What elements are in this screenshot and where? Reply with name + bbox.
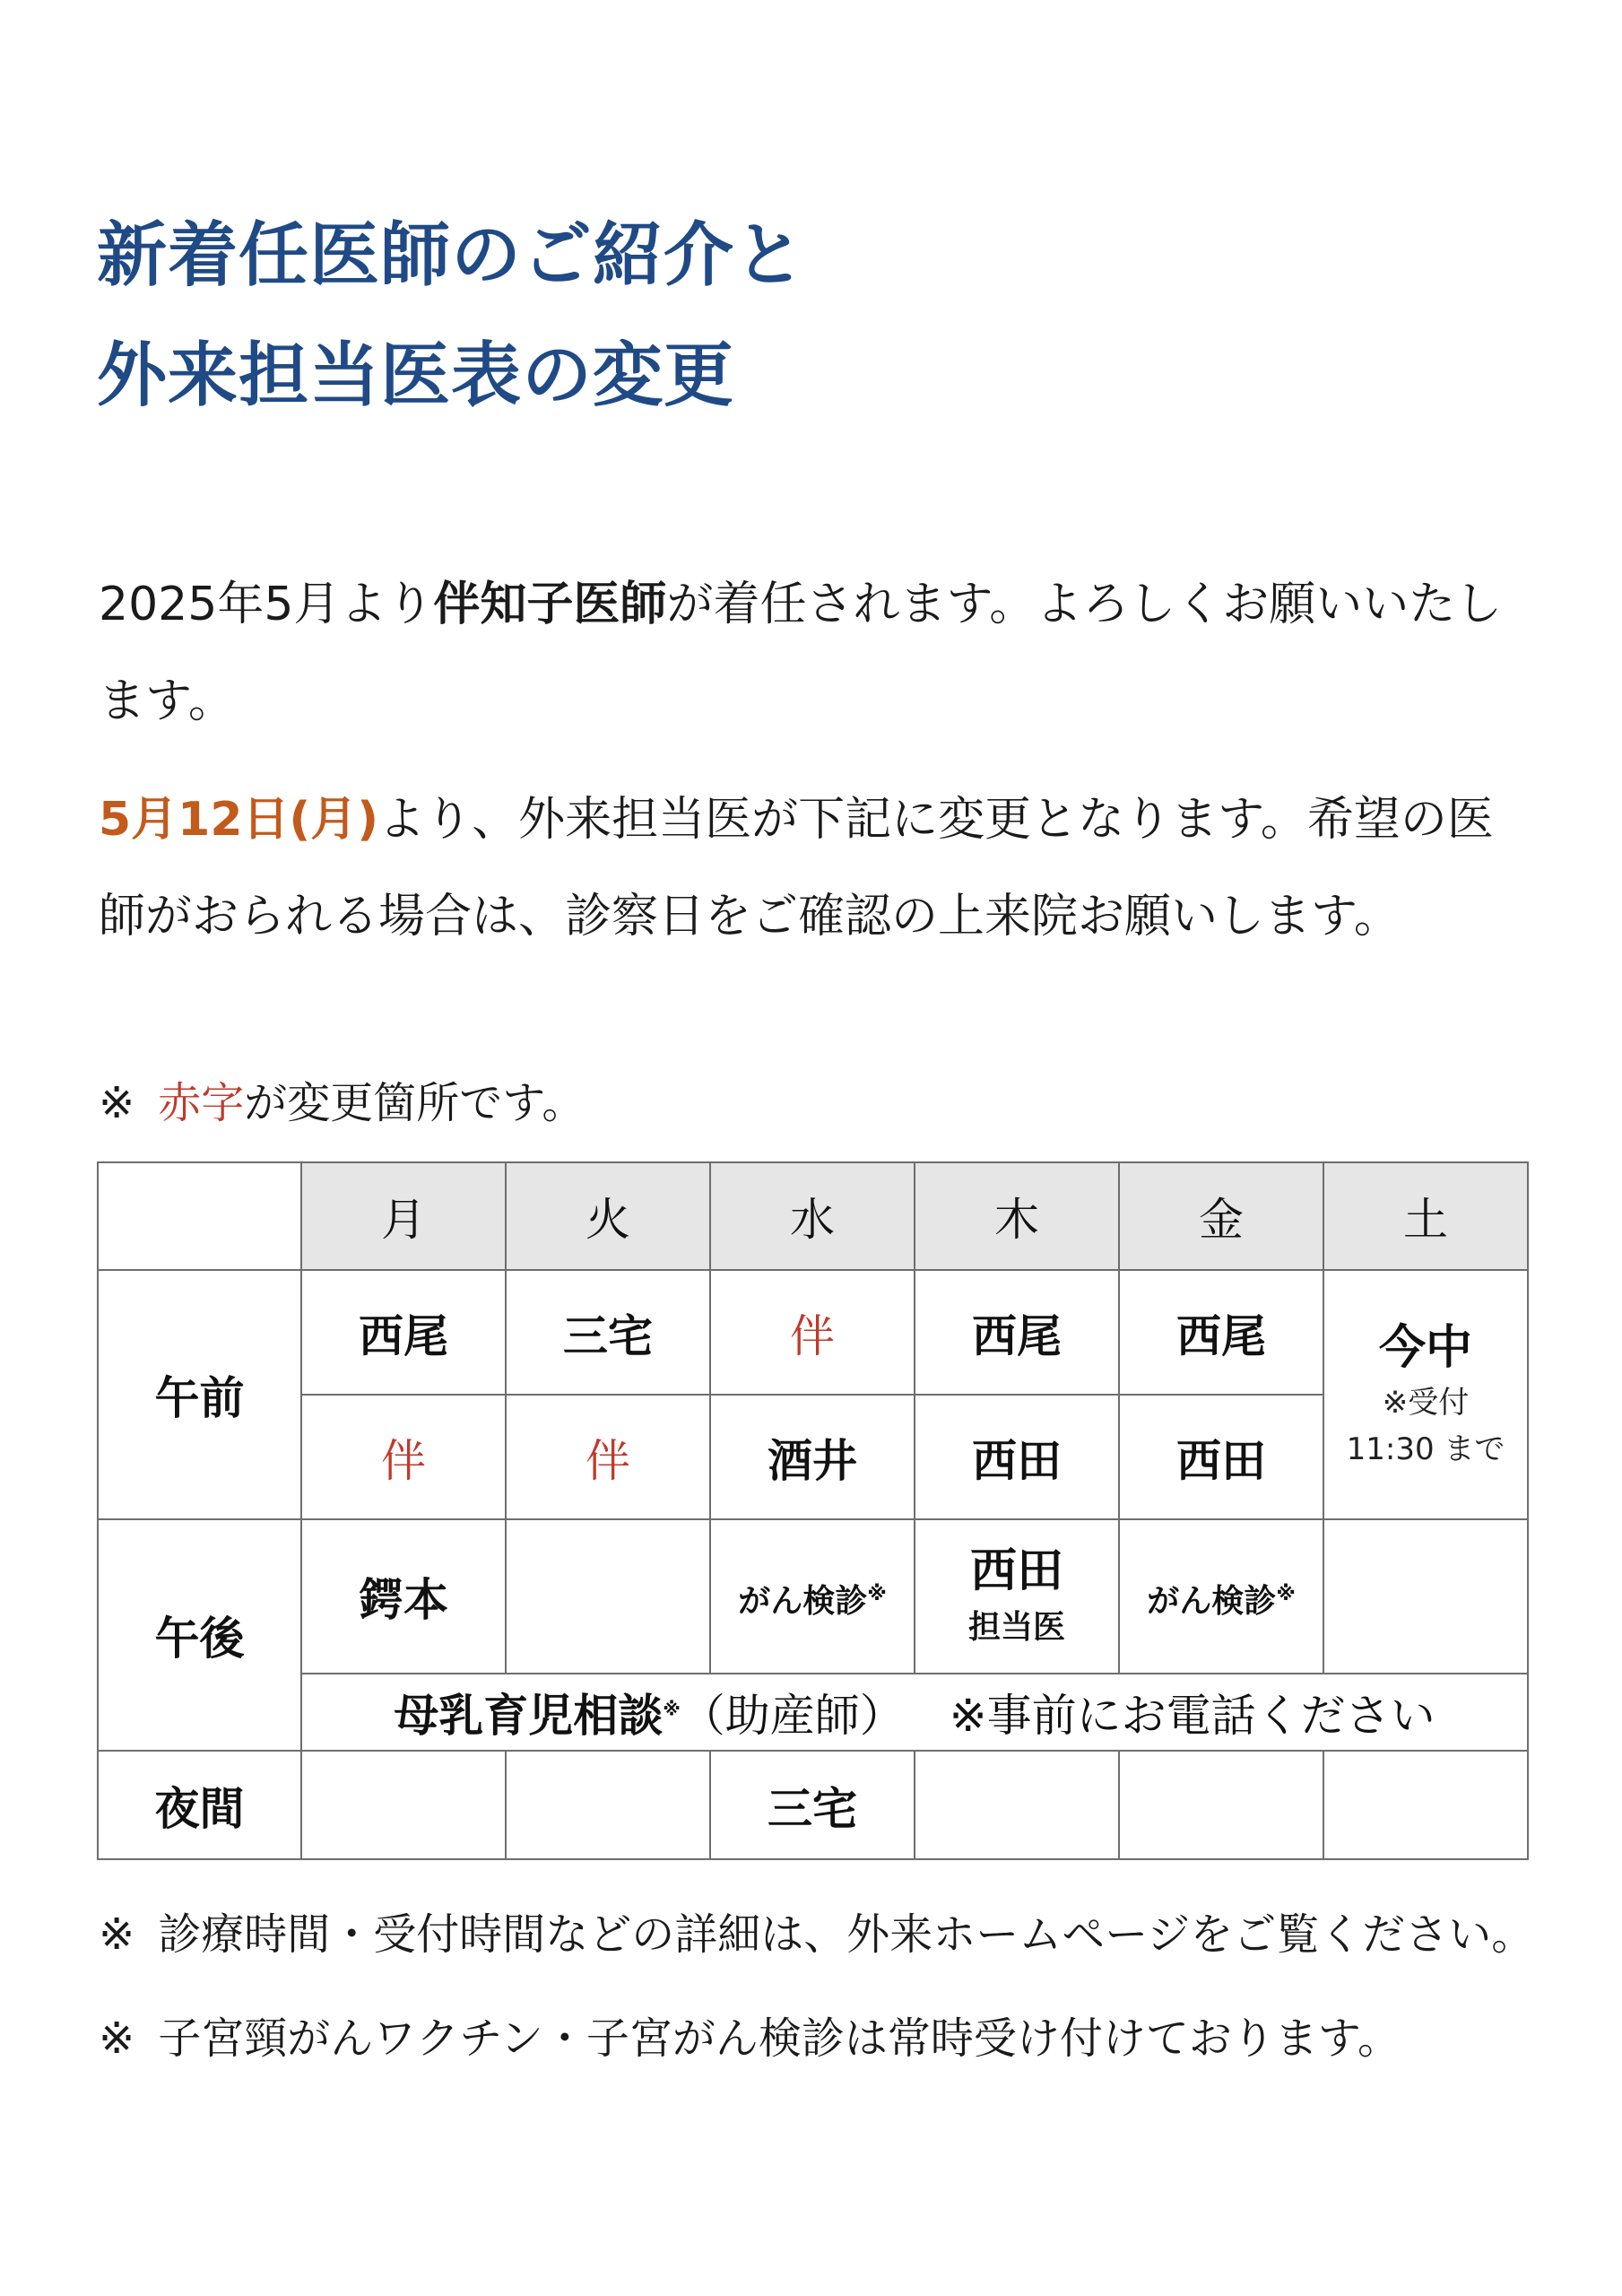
cancer-screening-label: がん検診 — [1147, 1583, 1277, 1620]
note-mark: ※ — [99, 2013, 135, 2064]
table-row — [98, 1674, 1528, 1751]
day-header: 土 — [1323, 1162, 1528, 1270]
consult-role: （助産師） — [680, 1690, 905, 1742]
intro-suffix: が着任されます。よろしくお願いいたします。 — [99, 578, 1503, 728]
title-line-2: 外来担当医表の変更 — [97, 335, 735, 416]
table-row — [98, 1270, 1528, 1395]
legend-note — [99, 1076, 585, 1130]
doctor-cell: 西田 — [1119, 1395, 1323, 1519]
new-doctor-name: 伴知子医師 — [433, 578, 667, 631]
doctor-cell: 三宅 — [710, 1751, 915, 1859]
saturday-am-cell — [1323, 1270, 1528, 1519]
footnote-text: 診療時間・受付時間などの詳細は、外来ホームページをご覧ください。 — [158, 1909, 1535, 1960]
title-line-1: 新着任医師のご紹介と — [97, 215, 806, 296]
legend-red-word: 赤字 — [158, 1078, 245, 1128]
attending-label: 担当医 — [967, 1609, 1065, 1646]
empty-cell — [506, 1519, 710, 1674]
thursday-pm-cell — [915, 1519, 1119, 1674]
footnote-2 — [99, 2012, 1401, 2066]
cancer-screening-cell — [1119, 1519, 1323, 1674]
saturday-doctor: 今中 — [1378, 1321, 1472, 1375]
empty-cell — [506, 1751, 710, 1859]
saturday-note-1: ※受付 — [1382, 1385, 1470, 1421]
am-label: 午前 — [98, 1270, 301, 1519]
doctor-cell: 鍔本 — [301, 1519, 506, 1674]
doctor-cell: 西尾 — [915, 1270, 1119, 1395]
outpatient-schedule-table — [97, 1161, 1529, 1860]
doctor-cell: 三宅 — [506, 1270, 710, 1395]
change-text: より、外来担当医が下記に変更となります。希望の医師がおられる場合は、診察日をご確認の上来院お願いします。 — [99, 793, 1494, 944]
pm-label: 午後 — [98, 1519, 301, 1751]
legend-rest: が変更箇所です。 — [244, 1078, 585, 1128]
table-row — [98, 1395, 1528, 1519]
table-row — [98, 1751, 1528, 1859]
table-row — [98, 1519, 1528, 1674]
empty-cell — [915, 1751, 1119, 1859]
doctor-cell-changed: 伴 — [301, 1395, 506, 1519]
doctor-cell: 西尾 — [1119, 1270, 1323, 1395]
empty-cell — [1323, 1519, 1528, 1674]
empty-cell — [1119, 1751, 1323, 1859]
doctor-name: 西田 — [969, 1544, 1063, 1598]
empty-cell — [1323, 1751, 1528, 1859]
doctor-cell-changed: 伴 — [506, 1395, 710, 1519]
day-header: 木 — [915, 1162, 1119, 1270]
saturday-note-2: 11:30 まで — [1346, 1431, 1505, 1467]
day-header: 水 — [710, 1162, 915, 1270]
change-date: 5月12日(月) — [99, 793, 379, 847]
corner-cell — [98, 1162, 301, 1270]
night-label: 夜間 — [98, 1751, 301, 1859]
doctor-cell: 西尾 — [301, 1270, 506, 1395]
day-header: 金 — [1119, 1162, 1323, 1270]
doctor-cell: 西田 — [915, 1395, 1119, 1519]
intro-paragraph — [99, 556, 1524, 750]
note-mark: ※ — [1276, 1583, 1296, 1605]
intro-prefix: 2025年5月より — [99, 578, 434, 631]
change-paragraph — [99, 771, 1524, 965]
table-header-row — [98, 1162, 1528, 1270]
page-title — [97, 196, 1442, 436]
cancer-screening-cell — [710, 1519, 915, 1674]
note-mark: ※ — [663, 1698, 681, 1720]
note-mark: ※ — [99, 1078, 135, 1128]
note-mark: ※ — [867, 1583, 887, 1605]
doctor-cell: 酒井 — [710, 1395, 915, 1519]
doctor-cell-changed: 伴 — [710, 1270, 915, 1395]
breastfeeding-consult-cell — [301, 1674, 1528, 1751]
note-mark: ※ — [99, 1909, 135, 1960]
cancer-screening-label: がん検診 — [738, 1583, 868, 1620]
day-header: 月 — [301, 1162, 506, 1270]
consult-title: 母乳育児相談 — [394, 1690, 664, 1742]
day-header: 火 — [506, 1162, 710, 1270]
footnote-text: 子宮頸がんワクチン・子宮がん検診は常時受け付けております。 — [158, 2013, 1401, 2064]
empty-cell — [301, 1751, 506, 1859]
consult-call-note: ※事前にお電話ください — [949, 1690, 1436, 1742]
footnote-1 — [99, 1908, 1534, 1961]
